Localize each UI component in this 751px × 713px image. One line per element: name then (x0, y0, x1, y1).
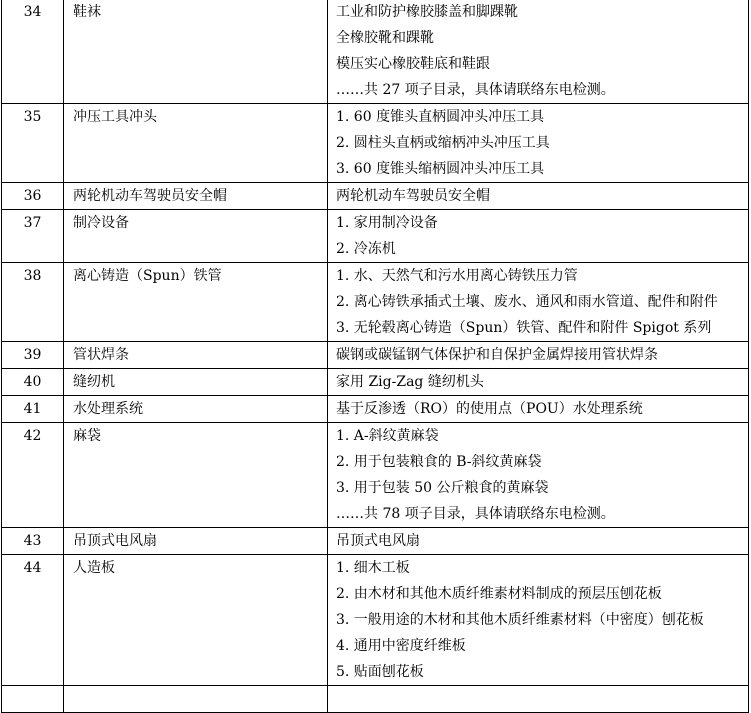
detail-line (336, 686, 748, 712)
product-details (328, 0, 749, 104)
product-name: 冲压工具冲头 (64, 104, 328, 183)
row-number: 40 (2, 369, 64, 396)
product-details (328, 423, 749, 528)
table-row (2, 104, 749, 183)
product-name: 人造板 (64, 555, 328, 686)
row-number: 38 (2, 263, 64, 342)
detail-line: 1. 家用制冷设备 (336, 215, 438, 231)
product-details (328, 686, 749, 713)
detail-line: 2. 由木材和其他木质纤维素材料制成的预层压刨花板 (336, 586, 662, 602)
table-body (2, 0, 749, 713)
product-details (328, 369, 749, 396)
product-details (328, 263, 749, 342)
table-row (2, 555, 749, 686)
row-number: 35 (2, 104, 64, 183)
product-name: 鞋袜 (64, 0, 328, 104)
detail-line: ……共 27 项子目录，具体请联络东电检测。 (336, 82, 615, 98)
detail-line: 1. A-斜纹黄麻袋 (336, 428, 439, 444)
product-details (328, 396, 749, 423)
table-row (2, 686, 749, 713)
detail-line: 1. 水、天然气和污水用离心铸铁压力管 (336, 268, 578, 284)
detail-line: 1. 细木工板 (336, 560, 410, 576)
detail-line: 3. 60 度锥头缩柄圆冲头冲压工具 (336, 161, 545, 177)
product-name: 吊顶式电风扇 (64, 528, 328, 555)
detail-line: 3. 一般用途的木材和其他木质纤维素材料（中密度）刨花板 (336, 612, 704, 628)
table-row (2, 369, 749, 396)
row-number: 39 (2, 342, 64, 369)
detail-line: 基于反渗透（RO）的使用点（POU）水处理系统 (336, 401, 643, 417)
product-details (328, 342, 749, 369)
table-row (2, 210, 749, 263)
detail-line: ……共 78 项子目录，具体请联络东电检测。 (336, 506, 615, 522)
table-row (2, 396, 749, 423)
product-details (328, 555, 749, 686)
detail-line: 模压实心橡胶鞋底和鞋跟 (336, 56, 490, 72)
table-row (2, 263, 749, 342)
product-details (328, 210, 749, 263)
row-number: 34 (2, 0, 64, 104)
table-row (2, 342, 749, 369)
detail-line: 5. 贴面刨花板 (336, 664, 424, 680)
product-details (328, 183, 749, 210)
product-details (328, 104, 749, 183)
table-row (2, 528, 749, 555)
row-number: 36 (2, 183, 64, 210)
detail-line: 3. 用于包装 50 公斤粮食的黄麻袋 (336, 480, 549, 496)
detail-line: 2. 离心铸铁承插式土壤、废水、通风和雨水管道、配件和附件 (336, 294, 718, 310)
detail-line: 吊顶式电风扇 (336, 533, 420, 549)
row-number: 44 (2, 555, 64, 686)
row-number: 37 (2, 210, 64, 263)
product-details (328, 528, 749, 555)
product-name: 缝纫机 (64, 369, 328, 396)
detail-line: 全橡胶靴和踝靴 (336, 30, 434, 46)
product-name: 麻袋 (64, 423, 328, 528)
detail-line: 两轮机动车驾驶员安全帽 (336, 188, 490, 204)
detail-line: 2. 圆柱头直柄或缩柄冲头冲压工具 (336, 135, 550, 151)
product-name: 水处理系统 (64, 396, 328, 423)
detail-line: 2. 用于包装粮食的 B-斜纹黄麻袋 (336, 454, 542, 470)
product-name (64, 686, 328, 713)
product-name: 两轮机动车驾驶员安全帽 (64, 183, 328, 210)
detail-line: 家用 Zig-Zag 缝纫机头 (336, 374, 484, 390)
row-number: 43 (2, 528, 64, 555)
detail-line: 4. 通用中密度纤维板 (336, 638, 466, 654)
product-name: 管状焊条 (64, 342, 328, 369)
table-row (2, 423, 749, 528)
product-name: 离心铸造（Spun）铁管 (64, 263, 328, 342)
product-catalog-table (1, 0, 749, 713)
detail-line: 1. 60 度锥头直柄圆冲头冲压工具 (336, 109, 545, 125)
product-name: 制冷设备 (64, 210, 328, 263)
detail-line: 碳钢或碳锰钢气体保护和自保护金属焊接用管状焊条 (336, 347, 658, 363)
table-row (2, 0, 749, 104)
row-number: 42 (2, 423, 64, 528)
row-number: 41 (2, 396, 64, 423)
table-row (2, 183, 749, 210)
detail-line: 3. 无轮毂离心铸造（Spun）铁管、配件和附件 Spigot 系列 (336, 320, 712, 336)
detail-line: 2. 冷冻机 (336, 241, 396, 257)
row-number (2, 686, 64, 713)
detail-line: 工业和防护橡胶膝盖和脚踝靴 (336, 4, 518, 20)
